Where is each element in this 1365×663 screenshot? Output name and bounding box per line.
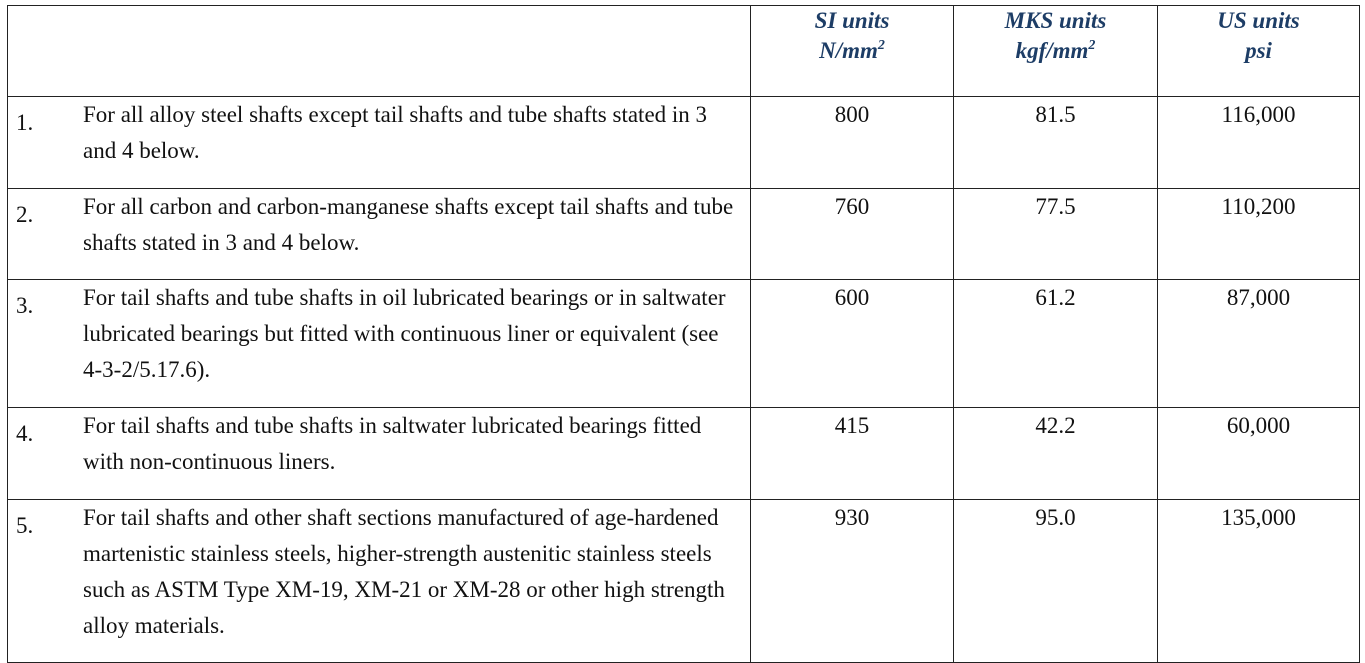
si-value: 800 <box>751 97 954 189</box>
header-mks-unit-base: kgf/mm <box>1015 38 1089 63</box>
table-row <box>8 97 1360 189</box>
si-value: 415 <box>751 408 954 500</box>
us-value: 60,000 <box>1158 408 1360 500</box>
mks-value: 42.2 <box>954 408 1158 500</box>
row-number: 3. <box>16 293 34 318</box>
mks-value: 61.2 <box>954 280 1158 408</box>
row-description-cell <box>8 189 751 280</box>
header-us-unit: psi <box>1245 38 1272 63</box>
row-description: For tail shafts and tube shafts in oil lubricated bearings or in saltwater lubricated bearings but fitted with continuous liner or equivalent (see 4-3-2/5.17.6). <box>83 285 726 382</box>
header-si-unit <box>751 36 953 66</box>
us-value: 110,200 <box>1158 189 1360 280</box>
header-us-title: US units <box>1217 8 1300 33</box>
row-description-cell <box>8 280 751 408</box>
header-us-units <box>1158 6 1360 97</box>
table-row <box>8 189 1360 280</box>
header-si-unit-exponent: 2 <box>877 38 885 53</box>
table-row <box>8 500 1360 663</box>
header-row <box>8 6 1360 97</box>
us-value: 87,000 <box>1158 280 1360 408</box>
row-number: 4. <box>16 421 34 446</box>
row-description: For all carbon and carbon-manganese shafts except tail shafts and tube shafts stated in 3 and 4 below. <box>83 194 734 255</box>
header-si-units <box>751 6 954 97</box>
shaft-strength-table <box>7 5 1360 663</box>
row-number: 5. <box>16 513 34 538</box>
header-mks-units <box>954 6 1158 97</box>
table-row <box>8 408 1360 500</box>
row-description: For tail shafts and other shaft sections manufactured of age-hardened martenistic stainless steels, higher-strength austenitic stainless steels such as ASTM Type XM-19, XM-21 or XM-28 or other high strength alloy materials. <box>83 505 725 638</box>
row-number: 2. <box>16 202 34 227</box>
header-mks-unit <box>954 36 1157 66</box>
row-description: For all alloy steel shafts except tail shafts and tube shafts stated in 3 and 4 below. <box>83 102 708 163</box>
si-value: 930 <box>751 500 954 663</box>
header-mks-title: MKS units <box>1004 8 1107 33</box>
si-value: 760 <box>751 189 954 280</box>
us-value: 116,000 <box>1158 97 1360 189</box>
row-description-cell <box>8 97 751 189</box>
row-description-cell <box>8 500 751 663</box>
table-row <box>8 280 1360 408</box>
header-empty-cell <box>8 6 751 97</box>
mks-value: 95.0 <box>954 500 1158 663</box>
si-value: 600 <box>751 280 954 408</box>
mks-value: 81.5 <box>954 97 1158 189</box>
row-description: For tail shafts and tube shafts in saltwater lubricated bearings fitted with non-continuous liners. <box>83 413 702 474</box>
row-number: 1. <box>16 110 34 135</box>
header-si-unit-base: N/mm <box>819 38 878 63</box>
header-mks-unit-exponent: 2 <box>1088 38 1096 53</box>
mks-value: 77.5 <box>954 189 1158 280</box>
us-value: 135,000 <box>1158 500 1360 663</box>
row-description-cell <box>8 408 751 500</box>
header-si-title: SI units <box>814 8 890 33</box>
